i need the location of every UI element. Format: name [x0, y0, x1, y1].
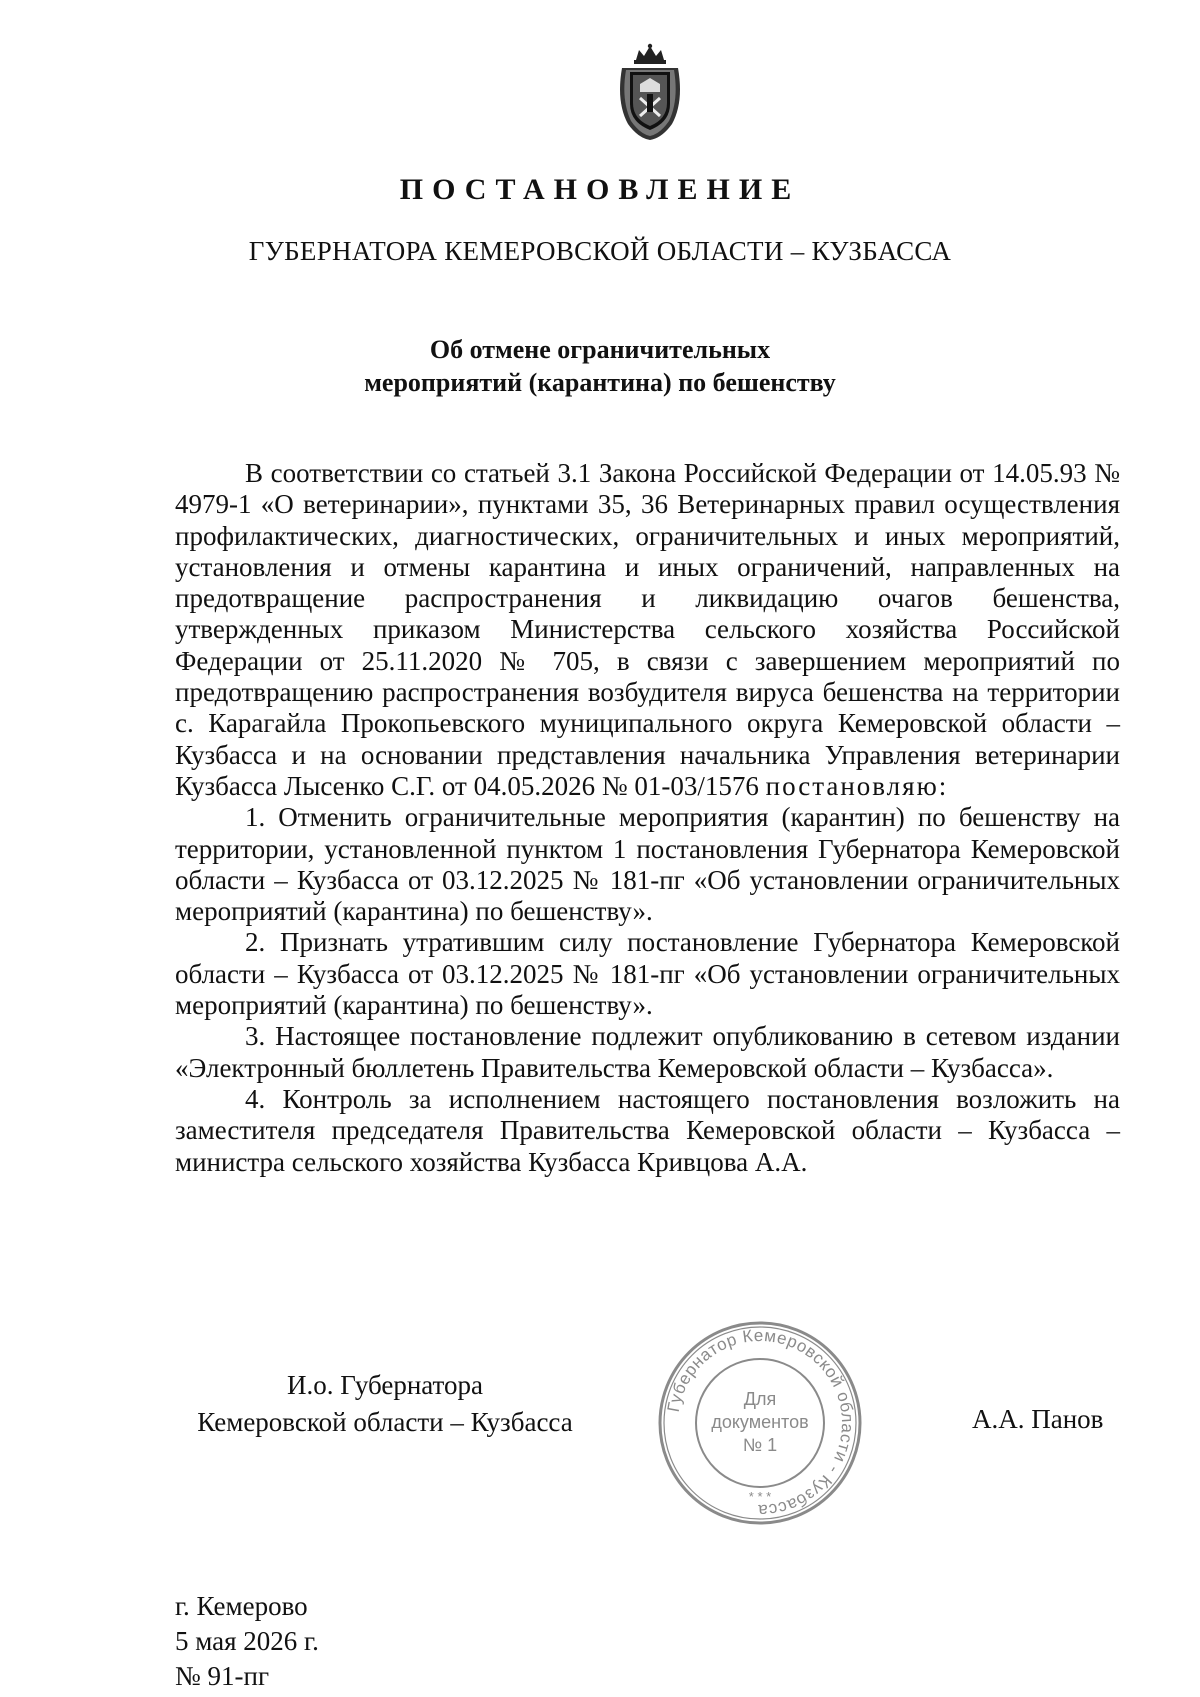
signatory-name: А.А. Панов	[972, 1404, 1104, 1434]
stamp-ring-text: Губернатор Кемеровской области - Кузбасса	[663, 1325, 858, 1521]
decree-item-2: 2. Признать утратившим силу постановление Губернатора Кемеровской области – Кузбасса от 03.12.2025 № 181-пг «Об установлении ограничительных мероприятий (карантина) по бешенству».	[175, 927, 1120, 1021]
preamble-text: В соответствии со статьей 3.1 Закона Российской Федерации от 14.05.93 № 4979-1 «О ветеринарии», пунктами 35, 36 Ветеринарных правил осуществления профилактических, диагностических, ограничительных и иных мероприятий, установления и отмены карантина и иных ограничений, направленных на предотвращение распространения и ликвидацию очагов бешенства, утвержденных приказом Министерства сельского хозяйства Российской Федерации от 25.11.2020 № 705, в связи с завершением мероприятий по предотвращению распространения возбудителя вируса бешенства на территории с. Карагайла Прокопьевского муниципального округа Кемеровской области – Кузбасса и на основании представления начальника Управления ветеринарии Кузбасса Лысенко С.Г. от 04.05.2026 № 01-03/1576	[175, 458, 1120, 801]
decree-item-4: 4. Контроль за исполнением настоящего постановления возложить на заместителя председателя Правительства Кемеровской области – Кузбасса – министра сельского хозяйства Кузбасса Кривцова А.А.	[175, 1083, 1120, 1177]
decree-item-1: 1. Отменить ограничительные мероприятия (карантин) по бешенству на территории, установленной пунктом 1 постановления Губернатора Кемеровской области – Кузбасса от 03.12.2025 № 181-пг «Об установлении ограничительных мероприятий (карантина) по бешенству».	[175, 802, 1120, 927]
decree-word: постановляю:	[765, 770, 949, 801]
coat-of-arms-icon	[612, 42, 688, 142]
stamp-center-line-1: Для	[743, 1389, 777, 1409]
issue-date: 5 мая 2026 г.	[175, 1626, 319, 1656]
document-number: № 91-пг	[175, 1661, 270, 1691]
preamble-paragraph	[175, 458, 1120, 802]
signatory-position-line-2: Кемеровской области – Кузбасса	[197, 1407, 573, 1437]
document-title	[0, 333, 1200, 399]
signatory-position-line-1: И.о. Губернатора	[286, 1370, 483, 1400]
document-type-heading: ПОСТАНОВЛЕНИЕ	[399, 173, 801, 206]
stamp-center-line-3: № 1	[742, 1435, 778, 1455]
issuing-authority: ГУБЕРНАТОРА КЕМЕРОВСКОЙ ОБЛАСТИ – КУЗБАССА	[248, 236, 952, 266]
document-body	[175, 458, 1120, 1178]
stamp-center-line-2: документов	[711, 1412, 809, 1432]
document-title-line-1: Об отмене ограничительных	[429, 335, 771, 364]
document-title-line-2: мероприятий (карантина) по бешенству	[364, 368, 836, 397]
issue-city: г. Кемерово	[175, 1591, 308, 1621]
decree-item-3: 3. Настоящее постановление подлежит опубликованию в сетевом издании «Электронный бюллетень Правительства Кемеровской области – Кузбасса».	[175, 1021, 1120, 1083]
document-footer	[175, 1589, 319, 1694]
official-seal-stamp	[655, 1318, 865, 1528]
stamp-stars: * * *	[748, 1489, 772, 1504]
signatory-position	[170, 1367, 600, 1441]
